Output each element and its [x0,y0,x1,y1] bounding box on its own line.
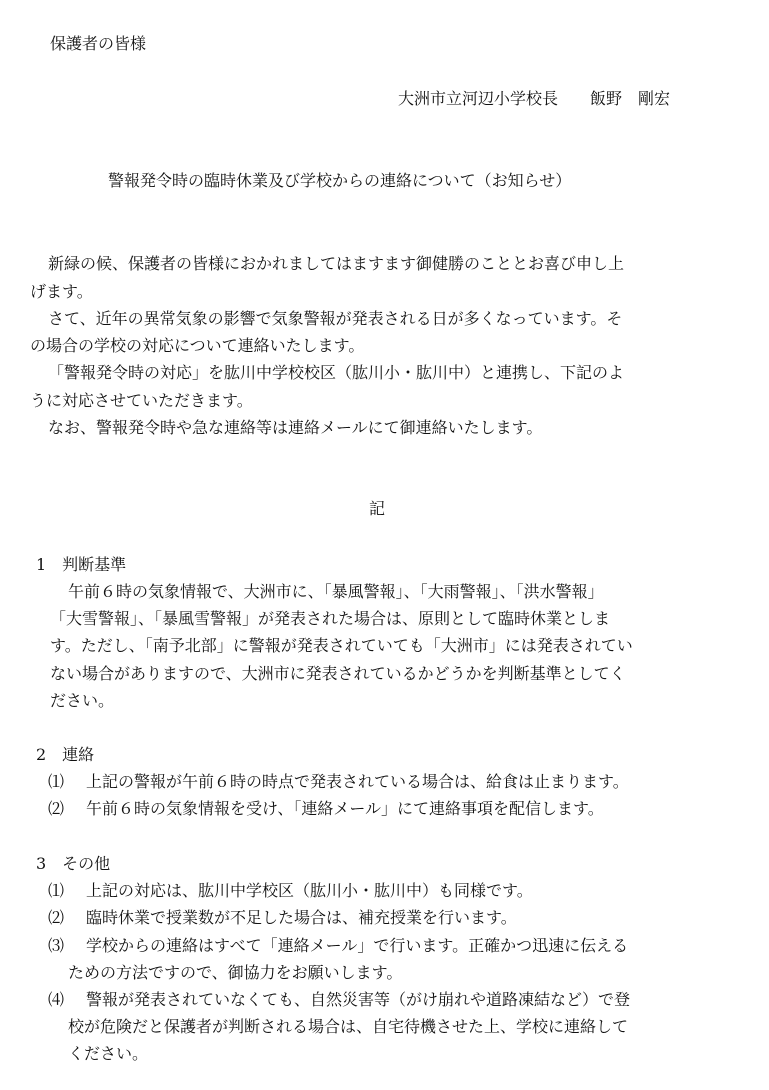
ki-marker: 記 [369,499,386,518]
item-text: 警報が発表されていなくても、自然災害等（がけ崩れや道路凍結など）で登 [86,990,631,1009]
item-number: ⑴ [48,881,65,900]
item-text: 上記の警報が午前６時の時点で発表されている場合は、給食は止まります。 [86,772,629,791]
item-text: 上記の対応は、肱川中学校区（肱川小・肱川中）も同様です。 [86,881,533,900]
item-number: ⑵ [48,908,65,927]
intro-line: の場合の学校の対応について連絡いたします。 [30,336,365,355]
item-text: ください。 [68,1044,149,1063]
item-number: ⑷ [48,990,65,1009]
item-text: ための方法ですので、御協力をお願いします。 [68,963,403,982]
section-heading: 2 連絡 [36,745,95,764]
document-title: 警報発令時の臨時休業及び学校からの連絡について（お知らせ） [108,171,572,190]
item-text: 校が危険だと保護者が判断される場合は、自宅待機させた上、学校に連絡して [68,1017,629,1036]
section-body-line: 午前６時の気象情報で、大洲市に、「暴風警報」、「大雨警報」、「洪水警報」 [68,582,604,601]
intro-line: うに対応させていただきます。 [30,391,253,410]
item-text: 午前６時の気象情報を受け、「連絡メール」にて連絡事項を配信します。 [86,799,604,818]
sender: 大洲市立河辺小学校長 飯野 剛宏 [398,89,671,108]
intro-line: なお、警報発令時や急な連絡等は連絡メールにて御連絡いたします。 [48,418,543,437]
item-text: 学校からの連絡はすべて「連絡メール」で行います。正確かつ迅速に伝える [86,936,629,955]
item-number: ⑴ [48,772,65,791]
intro-line: 「警報発令時の対応」を肱川中学校校区（肱川小・肱川中）と連携し、下記のよ [48,363,625,382]
section-body-line: す。ただし、「南予北部」に警報が発表されていても「大洲市」には発表されてい [50,636,633,655]
section-heading: 1 判断基準 [36,555,127,574]
addressee: 保護者の皆様 [50,34,147,53]
item-text: 臨時休業で授業数が不足した場合は、補充授業を行います。 [86,908,517,927]
section-body-line: ださい。 [50,691,115,710]
section-heading: 3 その他 [36,854,111,873]
item-number: ⑶ [48,936,65,955]
intro-line: さて、近年の異常気象の影響で気象警報が発表される日が多くなっています。そ [48,309,623,328]
intro-line: げます。 [30,282,93,301]
item-number: ⑵ [48,799,65,818]
section-body-line: ない場合がありますので、大洲市に発表されているかどうかを判断基準としてく [50,664,626,683]
section-body-line: 「大雪警報」、「暴風雪警報」が発表された場合は、原則として臨時休業としま [50,609,611,628]
intro-line: 新緑の候、保護者の皆様におかれましてはますます御健勝のこととお喜び申し上 [48,254,625,273]
